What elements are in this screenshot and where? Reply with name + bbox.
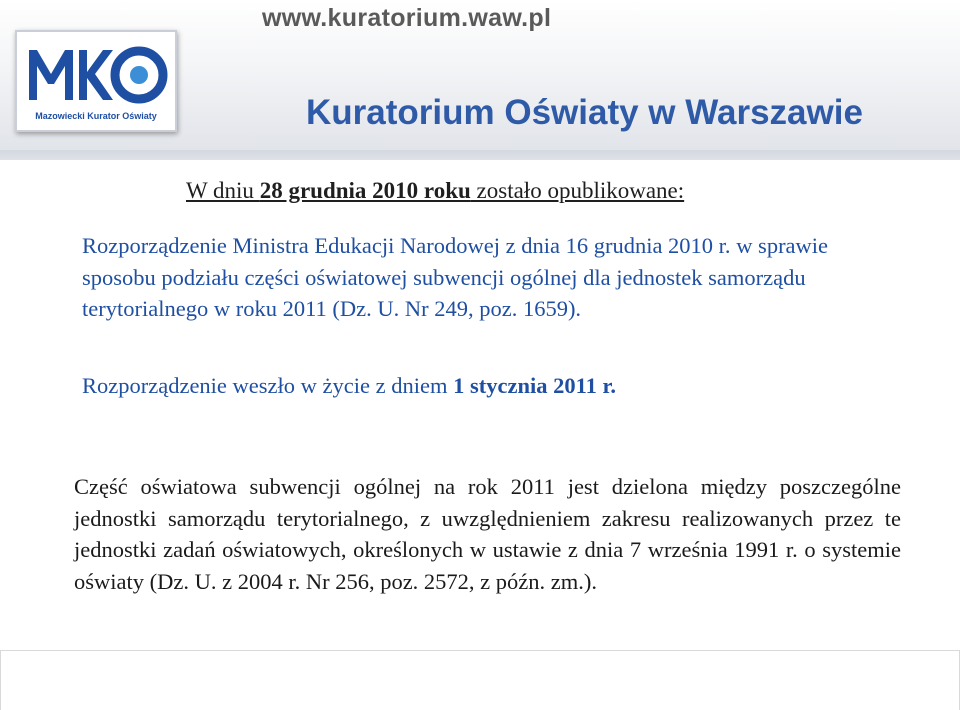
footer-divider bbox=[0, 650, 960, 651]
footer-left-edge bbox=[0, 650, 1, 710]
header-shadow bbox=[0, 150, 960, 160]
logo-caption: Mazowiecki Kurator Oświaty bbox=[35, 111, 157, 121]
announcement-suffix: zostało opublikowane: bbox=[470, 178, 685, 203]
effective-date-line bbox=[82, 373, 616, 399]
regulation-title-part2: w sprawie sposobu podziału części oświatowej subwencji ogólnej dla jednostek samorządu terytorialnego w roku 2011 bbox=[82, 233, 829, 321]
header-banner bbox=[0, 0, 960, 160]
regulation-citation: (Dz. U. Nr 249, poz. 1659). bbox=[332, 296, 582, 321]
header-title: Kuratorium Oświaty w Warszawie bbox=[306, 93, 863, 132]
effective-text: Rozporządzenie weszło w życie z dniem bbox=[82, 373, 454, 398]
announcement-date: 28 grudnia 2010 roku bbox=[259, 178, 471, 203]
site-url[interactable]: www.kuratorium.waw.pl bbox=[262, 4, 552, 32]
regulation-title-part1: Rozporządzenie Ministra Edukacji Narodowej z dnia 16 grudnia 2010 r. bbox=[82, 233, 731, 258]
announcement-line bbox=[186, 178, 684, 204]
logo[interactable] bbox=[15, 30, 177, 132]
body-paragraph: Część oświatowa subwencji ogólnej na rok 2011 jest dzielona między poszczególne jednostki samorządu terytorialnego, z uwzględnieniem zakresu realizowanych przez te jednostki zadań oświatowych, określonych w ustawie z dnia 7 września 1991 r. o systemie oświaty (Dz. U. z 2004 r. Nr 256, poz. 2572, z późn. zm.). bbox=[74, 474, 901, 594]
effective-date: 1 stycznia 2011 r. bbox=[453, 373, 617, 398]
mko-logo-icon bbox=[23, 36, 169, 108]
regulation-title bbox=[82, 230, 902, 325]
announcement-prefix: W dniu bbox=[186, 178, 260, 203]
